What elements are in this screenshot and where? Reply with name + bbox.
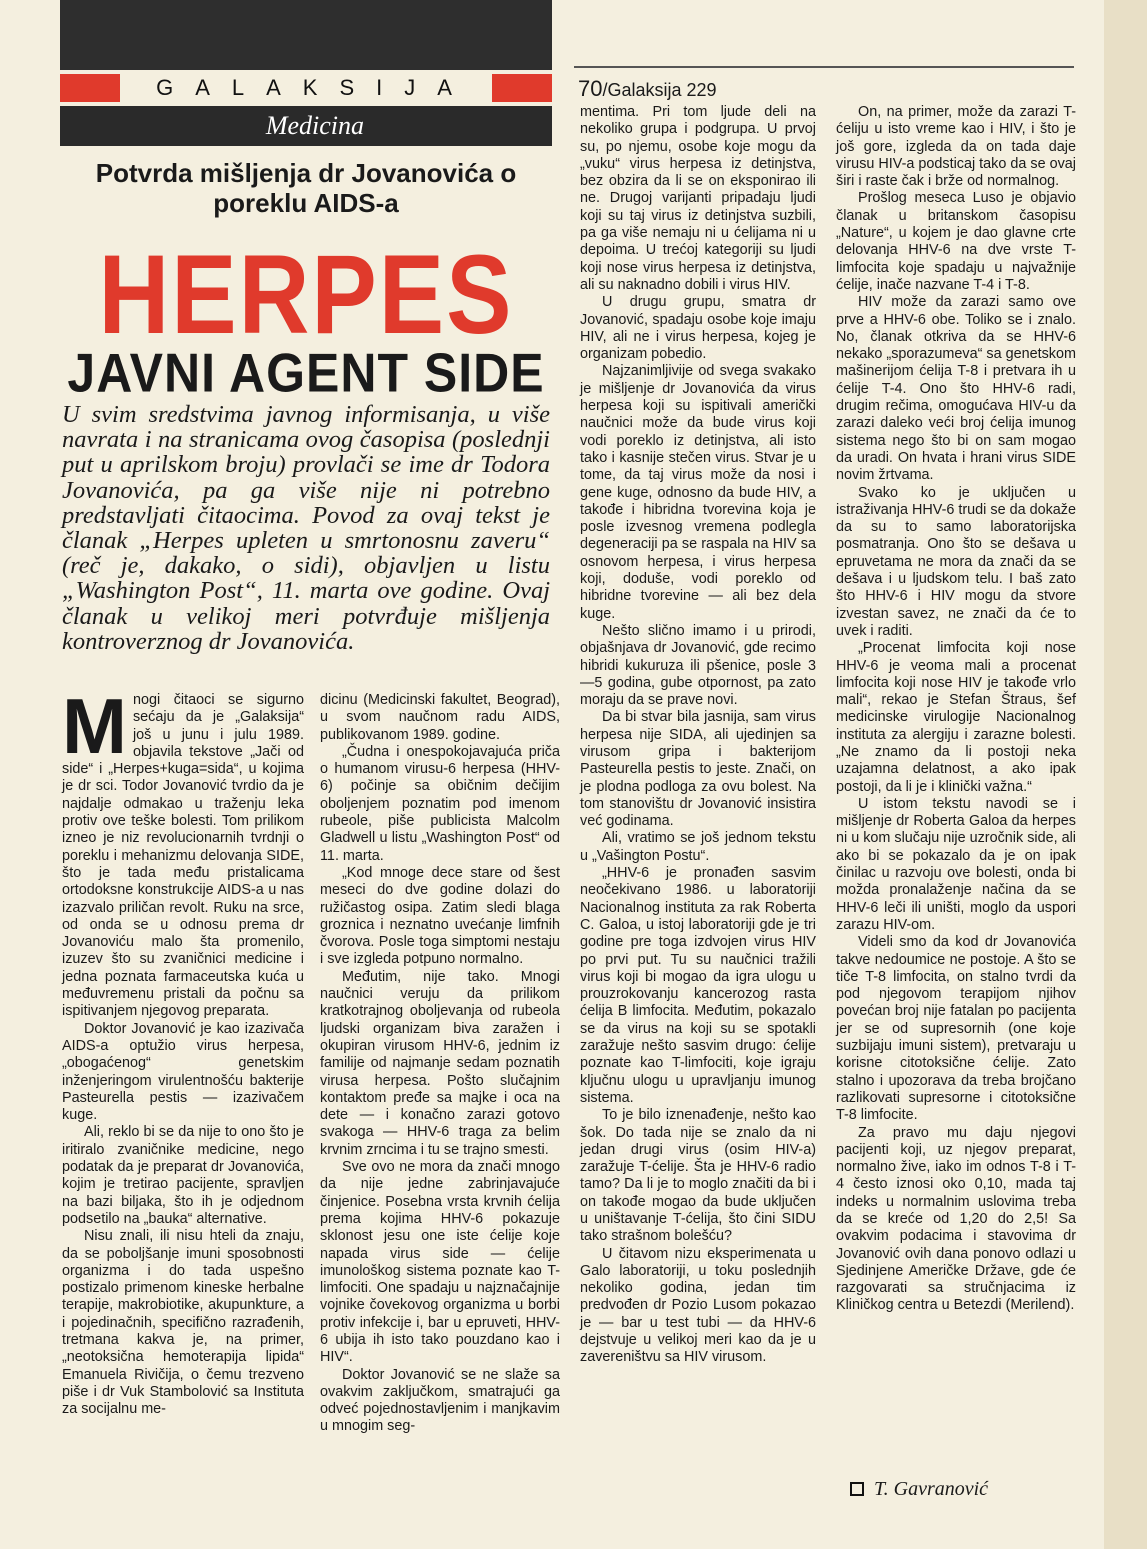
magazine-banner (60, 74, 552, 102)
paragraph: Nisu znali, ili nisu hteli da znaju, da se poboljšanje imuni sposobnosti organizma i do tada uspešno postizalo primenom kineske herbalne terapije, makrobiotike, akupunkture, a i pojedinačnih, specifično razrađenih, tretmana kakva je, na primer, „neotoksična hemoterapija lipida“ Emanuela Rivičija, o čemu trezveno piše i dr Vuk Stambolović sa Instituta za socijalnu me- (62, 1228, 304, 1418)
paragraph: Ali, vratimo se još jednom tekstu u „Vašington Postu“. (580, 830, 816, 864)
paragraph: dicinu (Medicinski fakultet, Beograd), u svom naučnom radu AIDS, publikovanom 1989. godine. (320, 692, 560, 743)
banner-red-block-left (60, 74, 120, 102)
author-signature (850, 1478, 988, 1501)
section-label: Medicina (265, 111, 364, 140)
paragraph: U drugu grupu, smatra dr Jovanović, spadaju osobe koje imaju HIV, ali ne i virus herpesa, kojeg je organizam pobedio. (580, 294, 816, 363)
paragraph: U čitavom nizu eksperimenata u Galo laboratoriji, u toku poslednjih nekoliko godina, jedan tim predvođen dr Pozio Lusom pokazao je — bar u test tubi — da HHV-6 dejstvuje u velikoj meri kao da je u zavereništvu sa HIV virusom. (580, 1245, 816, 1366)
paragraph: Nešto slično imamo i u prirodi, objašnjava dr Jovanović, gde recimo hibridi kukuruza ili pšenice, posle 3—5 godina, gube otpornost, pa zato moraju da se prave novi. (580, 622, 816, 709)
paragraph: Doktor Jovanović se ne slaže sa ovakvim zaključkom, smatrajući ga odveć pojednostavljenim i manjkavim u mnogim seg- (320, 1366, 560, 1435)
author-name: T. Gavranović (874, 1478, 989, 1500)
paragraph: Prošlog meseca Luso je objavio članak u britanskom časopisu „Nature“, u kojem je dao glavne crte delovanja HHV-6 na dve vrste T-limfocita koje spadaju u najvažnije ćelije, inače nazvane T-4 i T-8. (836, 190, 1076, 293)
paragraph: Doktor Jovanović je kao izazivača AIDS-a optužio virus herpesa, „obogaćenog“ genetskim inženjeringom virulentnošću bakterije Pasteurella pestis — izazivačem kuge. (62, 1020, 304, 1124)
paragraph: „Čudna i onespokojavajuća priča o humanom virusu-6 herpesa (HHV-6) počinje sa običnim dečijim oboljenjem poznatim pod imenom rubeole, piše publicista Malcolm Gladwell u listu „Washington Post“ od 11. marta. (320, 743, 560, 864)
body-column-3 (580, 104, 816, 1367)
article-lead: U svim sredstvima javnog informisanja, u više navrata i na stranicama ovog časopisa (poslednji put u aprilskom broju) provlači se ime dr Todora Jovanovića, pa ga više nije ni potrebno predstavljati čitaocima. Povod za ovaj tekst je članak „Herpes upleten u smrtonosnu zaveru“ (reč je, dakako, o sidi), objavljen u listu „Washington Post“, 11. marta ove godine. Ovaj članak u velikoj meri potvrđuje mišljenja kontroverznog dr Jovanovića. (62, 401, 550, 655)
paragraph: Svako ko je uključen u istraživanja HHV-6 trudi se da dokaže da su to samo laboratorijska posmatranja. Ono što se dešava u epruvetama ne mora da znači da se dešava i u ljudskom telu. I baš zato što HHV-6 i HIV mogu da stvore izvestan savez, ne znači da će to uvek i raditi. (836, 484, 1076, 639)
drop-cap: M (62, 682, 127, 770)
paragraph: Ali, reklo bi se da nije to ono što je iritiralo zvaničnike medicine, nego podatak da je preparat dr Jovanovića, kojim je tretirao pacijente, spravljen na bazi biljaka, što ih je odjednom podsetilo na „bauka“ alternative. (62, 1124, 304, 1227)
paragraph: Sve ovo ne mora da znači mnogo da nije jedne zabrinjavajuće činjenice. Posebna vrsta krvnih ćelija prema kojima HHV-6 pokazuje sklonost jesu one iste ćelije koje napada virus side — ćelije imunološkog sistema poznate kao T-limfociti. One spadaju u najznačajnije vojnike čovekovog organizma u borbi protiv infekcije i, bar u epruveti, HHV-6 ubija ih isto tako pouzdano kao i HIV“. (320, 1159, 560, 1366)
folio (578, 76, 717, 102)
article-kicker: Potvrda mišljenja dr Jovanovića o poreklu AIDS-a (95, 158, 517, 218)
paragraph: „HHV-6 je pronađen sasvim neočekivano 1986. u laboratoriji Nacionalnog instituta za rak Roberta C. Galoa, u istoj laboratoriji gde je tri godine pre toga izdvojen virus HIV po prvi put. Tu su naučnici tražili virus koji bi mogao da igra ulogu u prouzrokovanju kancerozog rasta ćelija B limfocita. Međutim, pokazalo se da virus na koji su se spotakli zaražuje nešto sasvim drugo: ćelije poznate kao T-limfociti, koje igraju ključnu ulogu u upravljanju imunog sistema. (580, 865, 816, 1106)
paragraph: mentima. Pri tom ljude deli na nekoliko grupa i podgrupa. U prvoj su, po njemu, osobe koje mogu da „vuku“ virus herpesa iz detinjstva, bez obzira da li se on eksponirao ili ne. Drugoj varijanti pripadaju ljudi koji su taj virus iz detinjstva suzbili, pa ga više nemaju ni u ćelijama ni u depoima. U trećoj kategoriji su ljudi koji nose virus herpesa iz detinjstva, ali su naknadno dobili i virus HIV. (580, 104, 816, 293)
body-column-4 (836, 104, 1076, 1315)
body-column-1 (62, 682, 304, 1418)
body-column-2 (320, 692, 560, 1436)
section-bar (60, 106, 552, 146)
top-rule (574, 66, 1074, 68)
paragraph: U istom tekstu navodi se i mišljenje dr Roberta Galoa da herpes ni u kom slučaju nije uzročnik side, ali ako bi se pokazalo da je on ipak činilac u razvoju ove bolesti, onda bi možda pronalaženje načina da se HHV-6 leči ili uništi, moglo da uspori zarazu HIV-om. (836, 795, 1076, 933)
paragraph: „Procenat limfocita koji nose HHV-6 je veoma mali a procenat limfocita koji nose HIV je takođe vrlo mali“, rekao je Stefan Štraus, šef medicinske virulogije Nacionalnog instituta za alergiju i zarazne bolesti. „Ne znamo da li postoji neka uzajamna delatnost, a ako ipak postoji, da li je i klinički važna.“ (836, 640, 1076, 795)
paragraph: „Kod mnoge dece stare od šest meseci do dve godine dolazi do ružičastog osipa. Zatim sledi blaga groznica i neznatno uvećanje limfnih čvorova. Posle toga simptomi nestaju i sve izgleda potpuno normalno. (320, 864, 560, 968)
paragraph: Međutim, nije tako. Mnogi naučnici veruju da prilikom kratkotrajnog oboljevanja od rubeola ljudski organizam biva zaražen i okupiran virusom HHV-6, jednim iz familije od najmanje sedam poznatih virusa herpesa. Pošto slučajnim kontaktom pređe sa majke i oca na dete — i konačno zarazi gotovo svakoga — HHV-6 traga za belim krvnim zrncima i tu se trajno smesti. (320, 968, 560, 1158)
banner-red-block-right (492, 74, 552, 102)
paragraph: Najzanimljivije od svega svakako je mišljenje dr Jovanovića da virus herpesa koji su ispitivali američki naučnici može da bude virus koji vodi poreklo iz detinjstva, ali isto tako i kasnije stečen virus. Stvar je u tome, da taj virus može da nosi i gene kuge, odnosno da bude HIV, a takođe i hibridna tvorevina koja je posle izvesnog vremena podlegla degeneraciji pa se raspala na HIV sa osnovom herpesa, i virus herpesa koji, doduše, vodi poreklo od hibridne tvorevine — ali bez dela kuge. (580, 363, 816, 622)
header-photo (60, 0, 552, 70)
page-number: 70 (578, 76, 603, 101)
paragraph: Da bi stvar bila jasnija, sam virus herpesa nije SIDA, ali ujedinjen sa virusom gripa i bakterijom Pasteurella pestis to jeste. Znači, on je plodna podloga za ovu bolest. Na tom stanovištu dr Jovanović insistira već godinama. (580, 709, 816, 830)
paragraph: To je bilo iznenađenje, nešto kao šok. Do tada nije se znalo da ni jedan drugi virus (osim HIV-a) zaražuje T-ćelije. Šta je HHV-6 radio tamo? Da li je to moglo značiti da bi i on takođe mogao da bude uključen u uništavanje T-ćelija, što čini SIDU tako strašnom bolešću? (580, 1107, 816, 1245)
paragraph: On, na primer, može da zarazi T-ćeliju u isto vreme kao i HIV, i što je još gore, izgleda da on tada daje virusu HIV-a podsticaj tako da se ovaj širi i raste čak i brže od normalnog. (836, 104, 1076, 190)
paragraph: nogi čitaoci se sigurno sećaju da je „Galaksija“ još u junu i julu 1989. objavila tekstove „Jači od side“ i „Herpes+kuga=sida“, u kojima je dr sci. Todor Jovanović tvrdio da je najdalje odmakao u traženju leka protiv ove teške bolesti. Tom prilikom izneo je niz revolucionarnih tvrdnji o poreklu i mehanizmu delovanja SIDE, što je tada među pristalicama ortodoksne konstrukcije AIDS-a u nas izazvalo priličan revolt. Ruku na srce, od onda se u odnosu prema dr Jovanoviću malo šta promenilo, izuzev što su zvaničnici medicine i jedna poznata farmaceutska kuća u međuvremenu pristali da počnu sa ispitivanjem njegovog preparata. (62, 692, 304, 1020)
page-gutter (1104, 0, 1147, 1549)
paragraph: Videli smo da kod dr Jovanovića takve nedoumice ne postoje. A što se tiče T-8 limfocita, on stalno tvrdi da pod njegovom terapijom njihov povećan broj nije fatalan po pacijenta jer se od supresornih (one koje suzbijaju imuni sistem), pretvaraju u korisne citotoksične ćelije. Zato stalno i upozorava da treba brojčano razlikovati supresorne i citotoksične T-8 limfocite. (836, 934, 1076, 1124)
article-subtitle: JAVNI AGENT SIDE (67, 342, 545, 404)
end-mark (850, 1482, 864, 1496)
article-title: HERPES (98, 230, 514, 358)
folio-text: /Galaksija 229 (602, 80, 717, 100)
magazine-name: GALAKSIJA (156, 75, 474, 100)
paragraph: Za pravo mu daju njegovi pacijenti koji, uz njegov preparat, normalno žive, iako im odnos T-8 i T-4 često iznosi oko 0,10, mada taj indeks u normalnim uslovima treba da se kreće od 1,20 do 2,5! Sa ovakvim podacima i stavovima dr Jovanović ovih dana ponovo odlazi u Sjedinjene Američke Države, gde će razgovarati sa stručnjacima iz Kliničkog centra u Betezdi (Merilend). (836, 1124, 1076, 1314)
paragraph: HIV može da zarazi samo ove prve a HHV-6 obe. Toliko se i znalo. No, članak otkriva da se HHV-6 nekako „sporazumeva“ sa genetskom mašinerijom ćelija T-8 i pretvara ih u ćelije T-4. Ono što HHV-6 radi, drugim rečima, omogućava HIV-u da zarazi daleko veći broj ćelija imunog sistema nego što bi on sam mogao da uradi. On hvata i hrani virus SIDE novim žrtvama. (836, 294, 1076, 484)
